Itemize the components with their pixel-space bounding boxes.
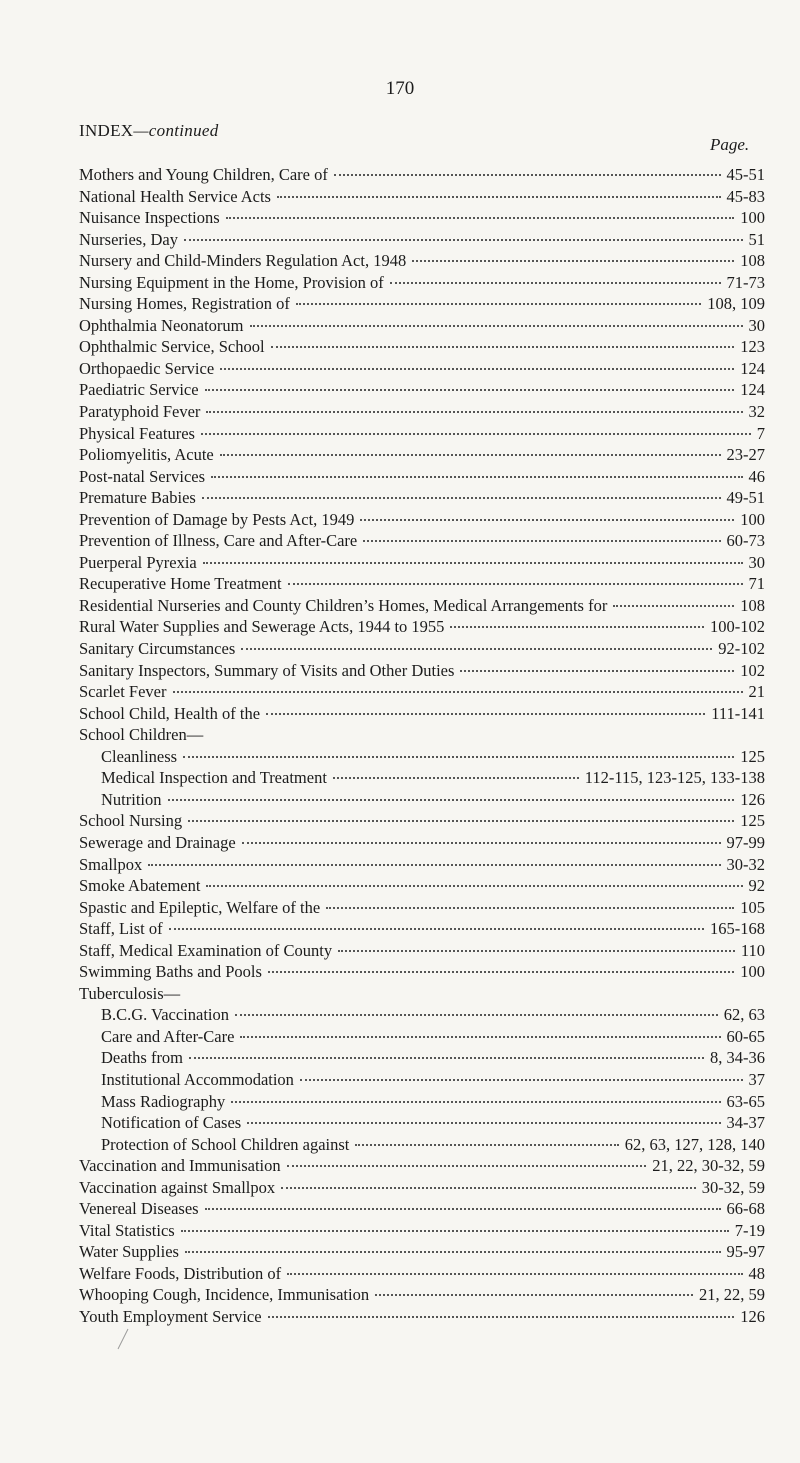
index-entry: [79, 810, 765, 832]
index-entry: [79, 1198, 765, 1220]
index-entry: [79, 250, 765, 272]
entry-label: Post-natal Services: [79, 466, 206, 486]
entry-label: Vaccination and Immunisation: [79, 1156, 281, 1176]
index-entry: [79, 638, 765, 660]
dot-leader: [181, 1230, 729, 1232]
index-entry: [79, 681, 765, 703]
dot-leader: [288, 583, 743, 585]
dot-leader: [185, 1251, 721, 1253]
dot-leader: [173, 691, 743, 693]
entry-pages: 111-141: [711, 703, 765, 723]
dot-leader: [201, 433, 751, 435]
entry-label: Vital Statistics: [79, 1220, 175, 1240]
dot-leader: [363, 540, 720, 542]
entry-pages: 100: [740, 962, 765, 982]
dot-leader: [206, 885, 742, 887]
entry-pages: 124: [740, 358, 765, 378]
pencil-mark: [116, 1328, 130, 1350]
index-group-heading: [79, 724, 765, 746]
entry-label: School Nursing: [79, 811, 183, 831]
entry-pages: 92: [748, 876, 765, 896]
entry-pages: 45-51: [726, 165, 765, 184]
entry-pages: 46: [748, 466, 765, 486]
index-title: INDEX: [79, 121, 134, 140]
dot-leader: [390, 282, 721, 284]
entry-label: Deaths from: [101, 1048, 184, 1068]
entry-pages: 125: [740, 746, 765, 766]
entry-pages: 102: [740, 660, 765, 680]
dot-leader: [281, 1187, 696, 1189]
entry-label: Paratyphoid Fever: [79, 402, 201, 422]
dot-leader: [333, 777, 579, 779]
entry-label: Protection of School Children against: [101, 1134, 350, 1154]
index-entry: [79, 530, 765, 552]
index-entry: [79, 315, 765, 337]
entry-pages: 62, 63, 127, 128, 140: [624, 1134, 765, 1154]
entry-pages: 125: [740, 811, 765, 831]
entry-label: Medical Inspection and Treatment: [101, 768, 327, 788]
entry-pages: 48: [748, 1263, 765, 1283]
entry-pages: 8, 34-36: [710, 1048, 765, 1068]
index-subentry: [79, 1004, 765, 1026]
index-entry: [79, 1306, 765, 1328]
dot-leader: [338, 950, 735, 952]
index-subentry: [79, 1091, 765, 1113]
entry-label: Notification of Cases: [101, 1113, 242, 1133]
dot-leader: [205, 389, 735, 391]
index-entry: [79, 918, 765, 940]
index-entry: [79, 229, 765, 251]
index-entry: [79, 1177, 765, 1199]
index-entry: [79, 552, 765, 574]
index-subentry: [79, 789, 765, 811]
entry-pages: 66-68: [726, 1199, 765, 1219]
dot-leader: [460, 670, 734, 672]
entry-label: Physical Features: [79, 423, 195, 443]
entry-label: Nuisance Inspections: [79, 208, 220, 228]
entry-pages: 126: [740, 1306, 765, 1326]
entry-label: Swimming Baths and Pools: [79, 962, 262, 982]
entry-pages: 71-73: [726, 272, 765, 292]
page-number: 170: [385, 78, 415, 99]
dot-leader: [206, 411, 742, 413]
entry-label: B.C.G. Vaccination: [101, 1005, 230, 1025]
entry-label: Sewerage and Drainage: [79, 832, 236, 852]
entry-label: Welfare Foods, Distribution of: [79, 1263, 282, 1283]
index-entry: [79, 595, 765, 617]
index-entry: [79, 444, 765, 466]
entry-label: Prevention of Illness, Care and After-Care: [79, 531, 358, 551]
dot-leader: [412, 260, 734, 262]
entry-pages: 51: [748, 229, 765, 249]
entry-pages: 30: [748, 552, 765, 572]
dot-leader: [355, 1144, 618, 1146]
index-entry: [79, 897, 765, 919]
entry-pages: 21, 22, 59: [699, 1285, 765, 1305]
entry-label: Staff, List of: [79, 919, 163, 939]
entry-pages: 63-65: [726, 1091, 765, 1111]
index-entry: [79, 379, 765, 401]
entry-pages: 30: [748, 315, 765, 335]
dot-leader: [168, 799, 735, 801]
index-subentry: [79, 767, 765, 789]
dot-leader: [375, 1294, 693, 1296]
dot-leader: [242, 842, 721, 844]
entry-pages: 108, 109: [707, 294, 765, 314]
dot-leader: [184, 239, 743, 241]
dot-leader: [183, 756, 734, 758]
index-entry: [79, 509, 765, 531]
dot-leader: [202, 497, 721, 499]
entry-label: Sanitary Inspectors, Summary of Visits and Other Duties: [79, 660, 455, 680]
entry-label: School Child, Health of the: [79, 703, 261, 723]
entry-pages: 21, 22, 30-32, 59: [652, 1156, 765, 1176]
entry-pages: 37: [748, 1069, 765, 1089]
entry-label: Nurseries, Day: [79, 229, 178, 249]
entry-label: Premature Babies: [79, 488, 196, 508]
entry-label: Ophthalmic Service, School: [79, 337, 265, 357]
dot-leader: [231, 1101, 720, 1103]
entry-pages: 112-115, 123-125, 133-138: [584, 768, 765, 788]
entry-pages: 62, 63: [723, 1005, 765, 1025]
entry-label: Venereal Diseases: [79, 1199, 199, 1219]
dot-leader: [188, 820, 734, 822]
dot-leader: [300, 1079, 743, 1081]
index-entry: [79, 1155, 765, 1177]
entry-label: Prevention of Damage by Pests Act, 1949: [79, 509, 355, 529]
entry-label: Institutional Accommodation: [101, 1069, 294, 1089]
dot-leader: [226, 217, 735, 219]
entry-label: Rural Water Supplies and Sewerage Acts, 1944 to 1955: [79, 617, 445, 637]
entry-label: Whooping Cough, Incidence, Immunisation: [79, 1285, 370, 1305]
entry-label: Scarlet Fever: [79, 682, 167, 702]
dot-leader: [240, 1036, 720, 1038]
index-entry: [79, 1220, 765, 1242]
entry-label: National Health Service Acts: [79, 186, 271, 206]
dot-leader: [326, 907, 734, 909]
entry-label: Tuberculosis—: [79, 983, 181, 1003]
entry-label: Staff, Medical Examination of County: [79, 940, 333, 960]
entry-pages: 108: [740, 251, 765, 271]
index-entry: [79, 358, 765, 380]
entry-label: Paediatric Service: [79, 380, 199, 400]
dot-leader: [220, 454, 721, 456]
index-entries: [79, 164, 765, 1328]
entry-pages: 21: [748, 682, 765, 702]
entry-pages: 100: [740, 208, 765, 228]
entry-label: Vaccination against Smallpox: [79, 1177, 276, 1197]
index-entry: [79, 207, 765, 229]
entry-pages: 34-37: [726, 1113, 765, 1133]
entry-label: Nursing Equipment in the Home, Provision of: [79, 272, 384, 292]
index-entry: [79, 961, 765, 983]
entry-label: Orthopaedic Service: [79, 358, 215, 378]
index-subentry: [79, 1134, 765, 1156]
index-entry: [79, 832, 765, 854]
index-entry: [79, 1241, 765, 1263]
entry-pages: 30-32: [726, 854, 765, 874]
entry-label: Recuperative Home Treatment: [79, 574, 282, 594]
entry-pages: 71: [748, 574, 765, 594]
entry-label: Water Supplies: [79, 1242, 179, 1262]
index-entry: [79, 186, 765, 208]
entry-pages: 23-27: [726, 445, 765, 465]
entry-pages: 60-73: [726, 531, 765, 551]
dot-leader: [189, 1057, 704, 1059]
index-entry: [79, 272, 765, 294]
dot-leader: [241, 648, 712, 650]
index-subentry: [79, 746, 765, 768]
dot-leader: [287, 1165, 647, 1167]
index-subentry: [79, 1069, 765, 1091]
entry-pages: 60-65: [726, 1026, 765, 1046]
dot-leader: [235, 1014, 718, 1016]
dot-leader: [211, 476, 742, 478]
entry-pages: 97-99: [726, 832, 765, 852]
entry-label: Nutrition: [101, 789, 162, 809]
entry-pages: 49-51: [726, 488, 765, 508]
dot-leader: [203, 562, 743, 564]
dot-leader: [148, 864, 720, 866]
entry-label: Mass Radiography: [101, 1091, 226, 1111]
dot-leader: [613, 605, 734, 607]
entry-label: Puerperal Pyrexia: [79, 552, 197, 572]
dot-leader: [268, 971, 734, 973]
entry-pages: 95-97: [726, 1242, 765, 1262]
dot-leader: [287, 1273, 742, 1275]
dot-leader: [360, 519, 734, 521]
index-continued: —continued: [133, 121, 219, 140]
entry-pages: 165-168: [710, 919, 765, 939]
index-entry: [79, 854, 765, 876]
entry-label: Nursing Homes, Registration of: [79, 294, 290, 314]
entry-pages: 105: [740, 897, 765, 917]
index-entry: [79, 336, 765, 358]
entry-pages: 7-19: [734, 1220, 765, 1240]
dot-leader: [247, 1122, 720, 1124]
entry-pages: 126: [740, 789, 765, 809]
index-entry: [79, 401, 765, 423]
index-entry: [79, 875, 765, 897]
entry-pages: 92-102: [718, 639, 765, 659]
index-entry: [79, 1284, 765, 1306]
entry-label: Cleanliness: [101, 746, 178, 766]
entry-pages: 30-32, 59: [701, 1177, 765, 1197]
entry-pages: 110: [740, 940, 765, 960]
dot-leader: [334, 174, 721, 176]
entry-label: Sanitary Circumstances: [79, 639, 236, 659]
entry-pages: 100: [740, 509, 765, 529]
entry-label: Residential Nurseries and County Children’s Homes, Medical Arrangements for: [79, 595, 608, 615]
entry-label: Youth Employment Service: [79, 1306, 262, 1326]
dot-leader: [271, 346, 735, 348]
index-subentry: [79, 1047, 765, 1069]
index-entry: [79, 423, 765, 445]
index-entry: [79, 164, 765, 186]
index-entry: [79, 573, 765, 595]
index-subentry: [79, 1112, 765, 1134]
entry-pages: 7: [756, 423, 765, 443]
page-column-heading: Page.: [710, 135, 750, 154]
entry-pages: 124: [740, 380, 765, 400]
dot-leader: [266, 713, 705, 715]
index-subentry: [79, 1026, 765, 1048]
entry-label: Smallpox: [79, 854, 143, 874]
entry-label: Mothers and Young Children, Care of: [79, 165, 328, 184]
dot-leader: [250, 325, 743, 327]
dot-leader: [296, 303, 701, 305]
dot-leader: [220, 368, 734, 370]
index-entry: [79, 660, 765, 682]
entry-pages: 45-83: [726, 186, 765, 206]
index-entry: [79, 466, 765, 488]
index-entry: [79, 487, 765, 509]
entry-label: Spastic and Epileptic, Welfare of the: [79, 897, 321, 917]
entry-label: Ophthalmia Neonatorum: [79, 315, 244, 335]
entry-pages: 32: [748, 402, 765, 422]
entry-label: Smoke Abatement: [79, 876, 201, 896]
entry-label: Poliomyelitis, Acute: [79, 445, 214, 465]
index-heading: [79, 121, 219, 141]
index-entry: [79, 940, 765, 962]
dot-leader: [205, 1208, 721, 1210]
index-entry: [79, 1263, 765, 1285]
entry-pages: 108: [740, 595, 765, 615]
dot-leader: [277, 196, 721, 198]
entry-label: Nursery and Child-Minders Regulation Act, 1948: [79, 251, 407, 271]
entry-pages: 123: [740, 337, 765, 357]
entry-label: School Children—: [79, 725, 204, 745]
dot-leader: [169, 928, 704, 930]
index-group-heading: [79, 983, 765, 1005]
index-entry: [79, 616, 765, 638]
index-entry: [79, 293, 765, 315]
dot-leader: [268, 1316, 735, 1318]
entry-label: Care and After-Care: [101, 1026, 235, 1046]
entry-pages: 100-102: [710, 617, 765, 637]
dot-leader: [450, 626, 704, 628]
index-entry: [79, 703, 765, 725]
